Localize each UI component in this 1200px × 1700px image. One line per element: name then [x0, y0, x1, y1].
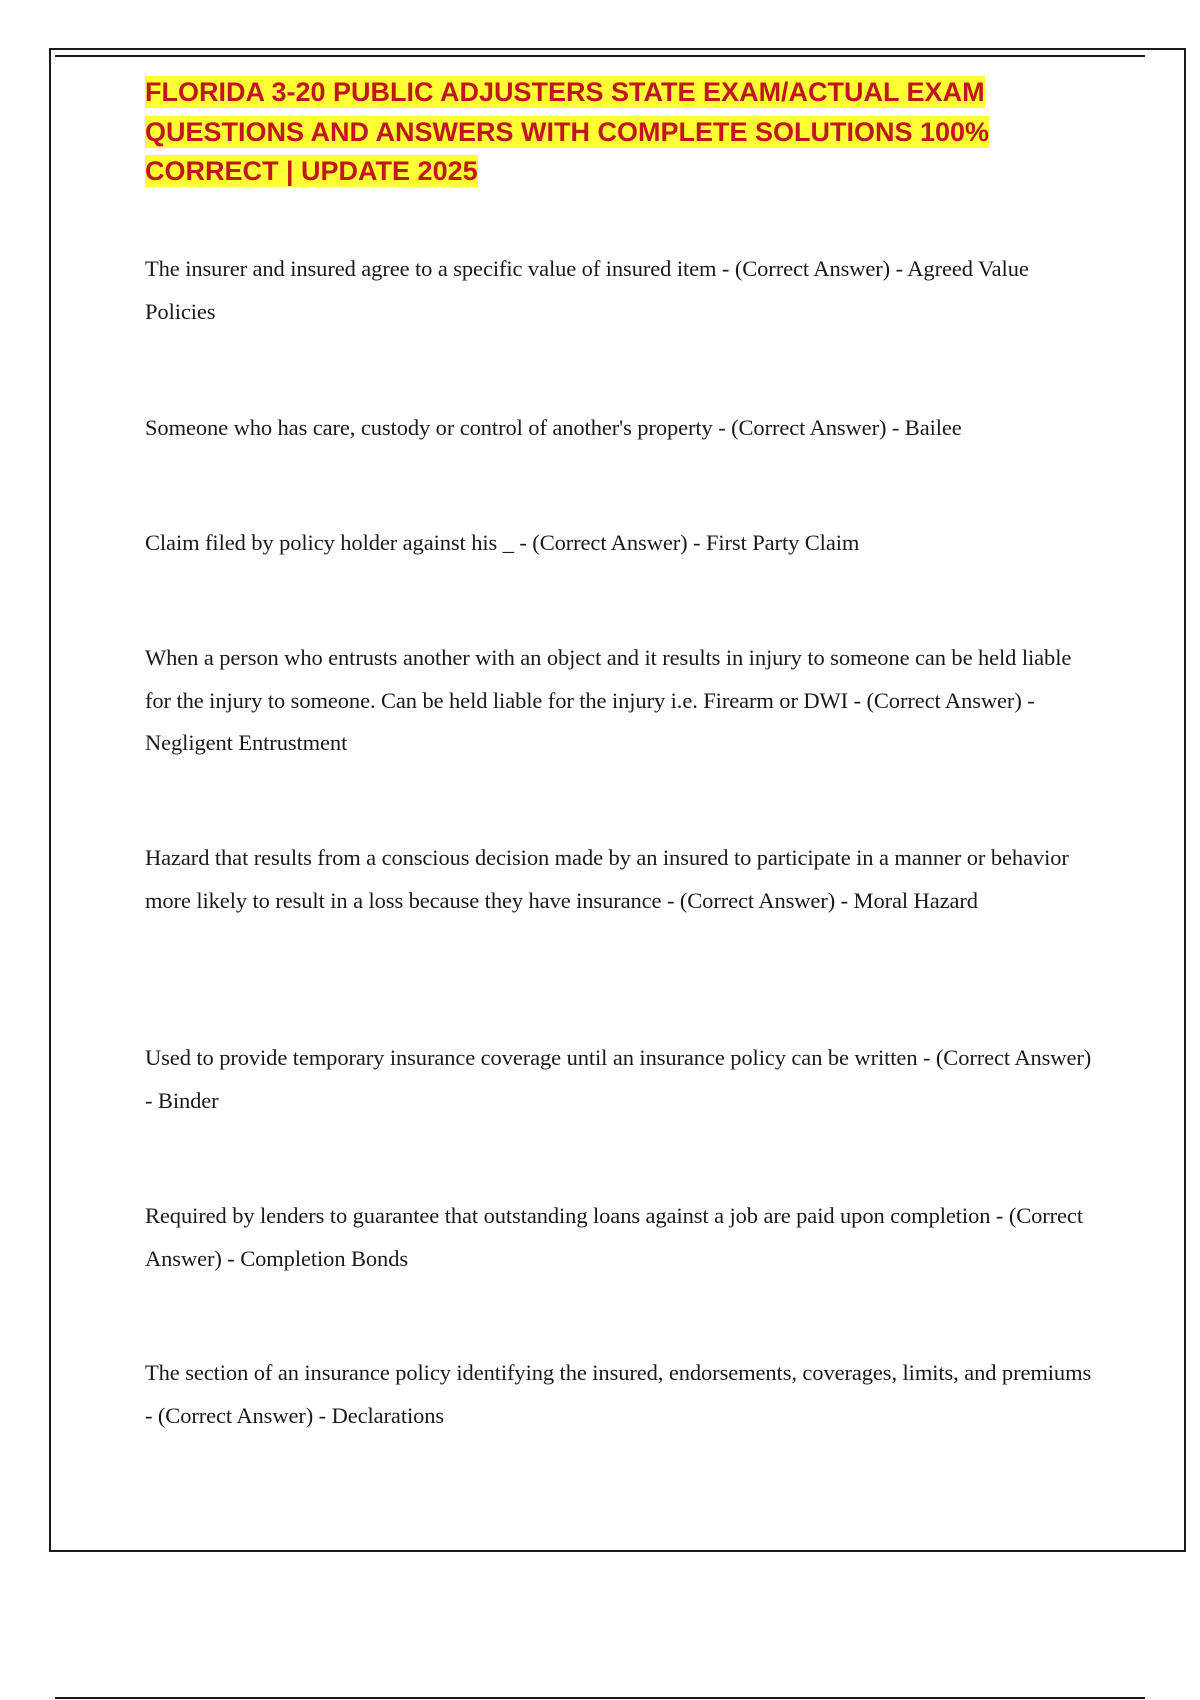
qa-item-1: The insurer and insured agree to a specific value of insured item - (Correct Answer) - Agreed Value Policies — [145, 256, 1029, 324]
qa-item-5: Hazard that results from a conscious decision made by an insured to participate in a manner or behavior more likely to result in a loss because they have insurance - (Correct Answer) - Moral Hazard — [145, 845, 1069, 913]
top-rule — [55, 55, 1145, 57]
qa-item-3: Claim filed by policy holder against his _ - (Correct Answer) - First Party Claim — [145, 530, 860, 555]
document-title — [145, 73, 1025, 192]
qa-item-2: Someone who has care, custody or control of another's property - (Correct Answer) - Bailee — [145, 415, 962, 440]
qa-item-6: Used to provide temporary insurance coverage until an insurance policy can be written - (Correct Answer) - Binder — [145, 1045, 1092, 1113]
title-highlight: FLORIDA 3-20 PUBLIC ADJUSTERS STATE EXAM/ACTUAL EXAM QUESTIONS AND ANSWERS WITH COMPLETE SOLUTIONS 100% CORRECT | UPDATE 2025 — [145, 77, 990, 186]
bottom-rule — [55, 1697, 1145, 1699]
qa-item-8: The section of an insurance policy identifying the insured, endorsements, coverages, limits, and premiums - (Correct Answer) - Declarations — [145, 1360, 1092, 1428]
qa-item-4: When a person who entrusts another with an object and it results in injury to someone can be held liable for the injury to someone. Can be held liable for the injury i.e. Firearm or DWI - (Correct Answer) - Negligent Entrustment — [145, 645, 1072, 755]
qa-item-7: Required by lenders to guarantee that outstanding loans against a job are paid upon completion - (Correct Answer) - Completion Bonds — [145, 1203, 1083, 1271]
